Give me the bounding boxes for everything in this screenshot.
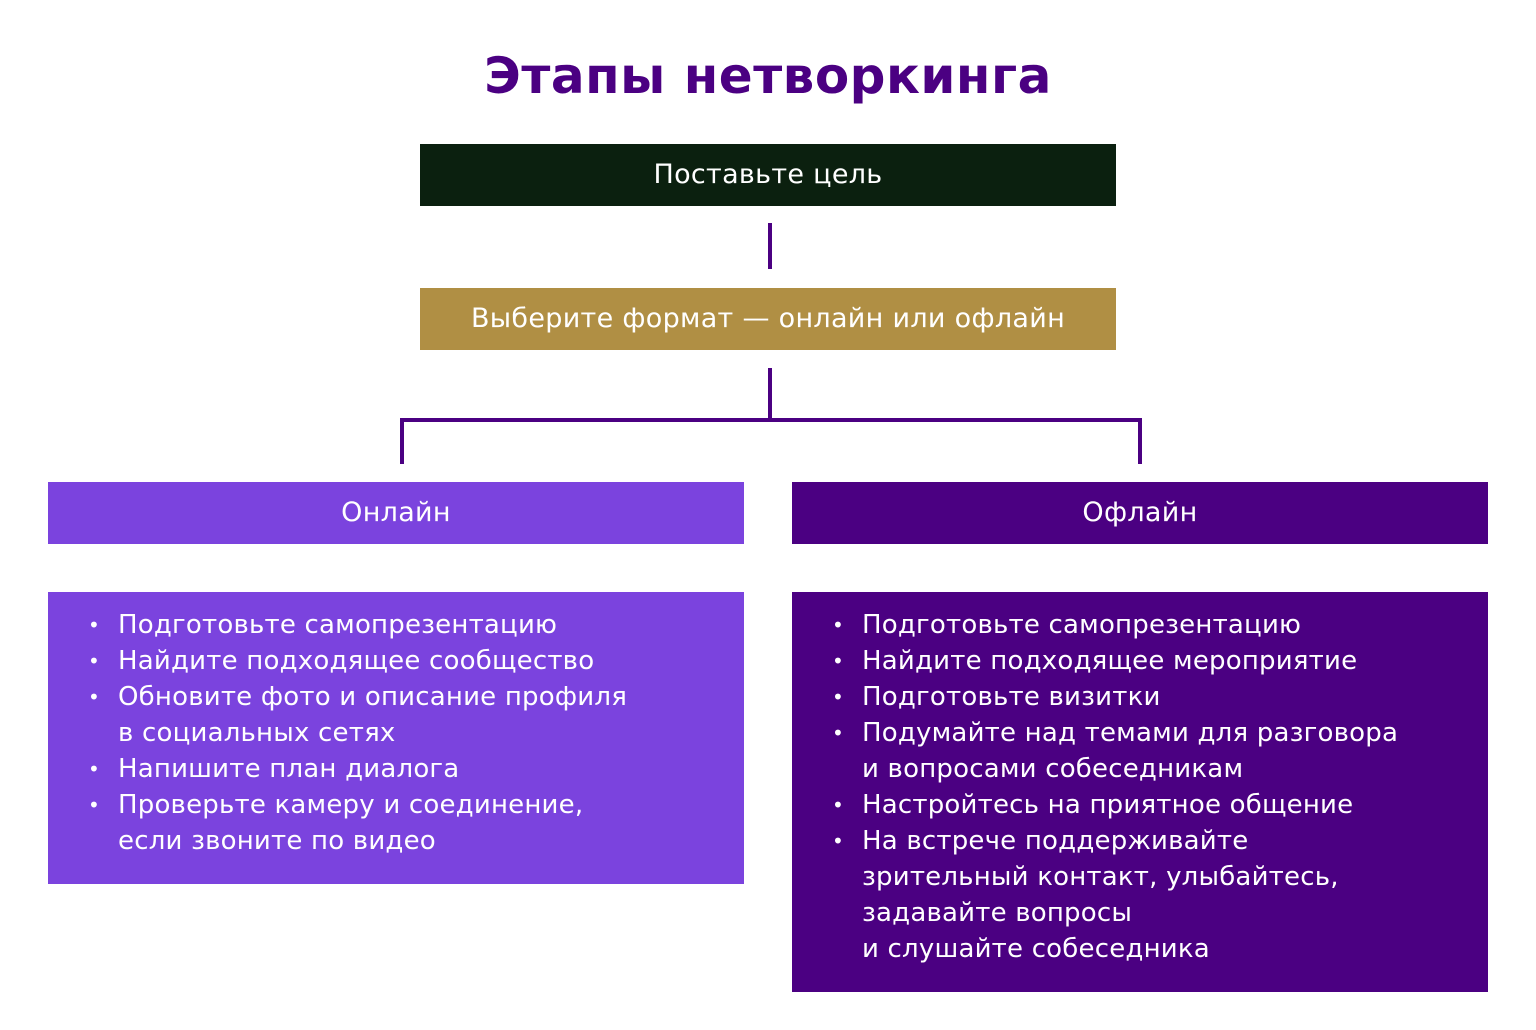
bullet-icon: • (88, 793, 100, 817)
online-list (88, 607, 744, 859)
list-item: • Подумайте над темами для разговора и вопросами собеседникам (862, 715, 1488, 787)
online-heading (48, 482, 744, 544)
bullet-icon: • (88, 649, 100, 673)
offline-heading (792, 482, 1488, 544)
bullet-icon: • (832, 793, 844, 817)
step-goal-label: Поставьте цель (653, 159, 883, 190)
bullet-icon: • (832, 685, 844, 709)
online-heading-label: Онлайн (341, 497, 451, 528)
list-item: • На встрече поддерживайте зрительный контакт, улыбайтесь, задавайте вопросы и слушайте собеседника (862, 823, 1488, 967)
bullet-icon: • (88, 757, 100, 781)
list-item: • Обновите фото и описание профиля в социальных сетях (118, 679, 744, 751)
list-item: • Найдите подходящее мероприятие (862, 643, 1488, 679)
list-item: • Подготовьте самопрезентацию (118, 607, 744, 643)
bullet-icon: • (832, 649, 844, 673)
bullet-icon: • (832, 721, 844, 745)
bullet-icon: • (832, 613, 844, 637)
list-item: • Подготовьте самопрезентацию (862, 607, 1488, 643)
offline-list (832, 607, 1488, 967)
diagram-title: Этапы нетворкинга (484, 47, 1052, 105)
list-item: • Подготовьте визитки (862, 679, 1488, 715)
offline-list-panel (792, 592, 1488, 992)
step-goal (420, 144, 1116, 206)
list-item: • Напишите план диалога (118, 751, 744, 787)
bullet-icon: • (88, 685, 100, 709)
bullet-icon: • (88, 613, 100, 637)
list-item: • Найдите подходящее сообщество (118, 643, 744, 679)
step-format-label: Выберите формат — онлайн или офлайн (470, 303, 1066, 334)
online-list-panel (48, 592, 744, 884)
step-format (420, 288, 1116, 350)
list-item: • Настройтесь на приятное общение (862, 787, 1488, 823)
bullet-icon: • (832, 829, 844, 853)
list-item: • Проверьте камеру и соединение, если звоните по видео (118, 787, 744, 859)
offline-heading-label: Офлайн (1082, 497, 1198, 528)
